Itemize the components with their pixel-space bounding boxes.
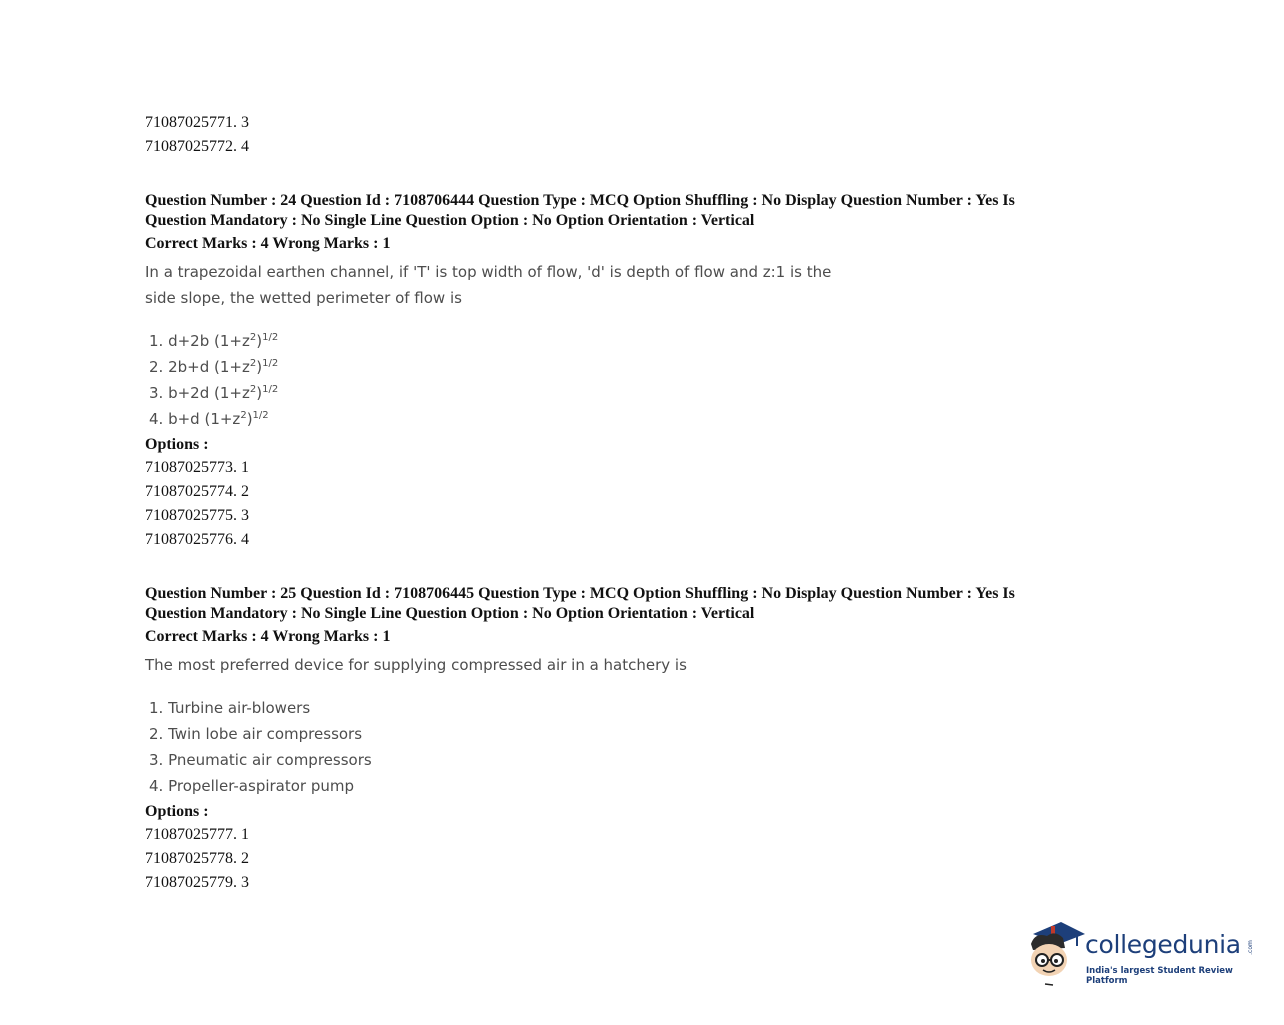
answer-choice: 4. Propeller-aspirator pump bbox=[149, 777, 355, 795]
answer-choice: 3. Pneumatic air compressors bbox=[149, 751, 372, 769]
logo-domain-suffix: .com bbox=[1246, 940, 1254, 955]
answer-choice: 3. b+2d $(1+z^2)^{1/2}$ bbox=[149, 384, 279, 402]
answer-choice: 4. b+d $(1+z^2)^{1/2}$ bbox=[149, 410, 269, 428]
collegedunia-logo bbox=[1025, 918, 1255, 988]
question-text: side slope, the wetted perimeter of flow is bbox=[145, 289, 462, 307]
options-label: Options : bbox=[145, 803, 209, 820]
question-meta: Question Mandatory : No Single Line Question Option : No Option Orientation : Vertical bbox=[145, 605, 755, 622]
option-id-line: 71087025777. 1 bbox=[145, 826, 249, 843]
logo-wordmark: collegedunia bbox=[1085, 930, 1241, 959]
question-text: In a trapezoidal earthen channel, if 'T' is top width of flow, 'd' is depth of flow and z:1 is the bbox=[145, 263, 832, 281]
question-meta: Question Number : 25 Question Id : 7108706445 Question Type : MCQ Option Shuffling : No Display Question Number : Yes Is bbox=[145, 585, 1015, 602]
option-id-line: 71087025778. 2 bbox=[145, 850, 249, 867]
mascot-icon bbox=[1025, 918, 1087, 988]
answer-choice: 2. 2b+d $(1+z^2)^{1/2}$ bbox=[149, 358, 279, 376]
option-id-line: 71087025774. 2 bbox=[145, 483, 249, 500]
option-id-line: 71087025773. 1 bbox=[145, 459, 249, 476]
question-meta: Question Mandatory : No Single Line Question Option : No Option Orientation : Vertical bbox=[145, 212, 755, 229]
answer-choice: 1. Turbine air-blowers bbox=[149, 699, 311, 717]
question-meta: Question Number : 24 Question Id : 7108706444 Question Type : MCQ Option Shuffling : No Display Question Number : Yes Is bbox=[145, 192, 1015, 209]
option-id-line: 71087025775. 3 bbox=[145, 507, 249, 524]
question-marks: Correct Marks : 4 Wrong Marks : 1 bbox=[145, 628, 391, 645]
logo-tagline: India's largest Student Review Platform bbox=[1086, 966, 1233, 986]
answer-choice: 1. d+2b $(1+z^2)^{1/2}$ bbox=[149, 332, 279, 350]
question-marks: Correct Marks : 4 Wrong Marks : 1 bbox=[145, 235, 391, 252]
option-id-line: 71087025771. 3 bbox=[145, 114, 249, 131]
option-id-line: 71087025779. 3 bbox=[145, 874, 249, 891]
question-text: The most preferred device for supplying compressed air in a hatchery is bbox=[145, 656, 687, 674]
answer-choice: 2. Twin lobe air compressors bbox=[149, 725, 363, 743]
options-label: Options : bbox=[145, 436, 209, 453]
option-id-line: 71087025772. 4 bbox=[145, 138, 249, 155]
option-id-line: 71087025776. 4 bbox=[145, 531, 249, 548]
